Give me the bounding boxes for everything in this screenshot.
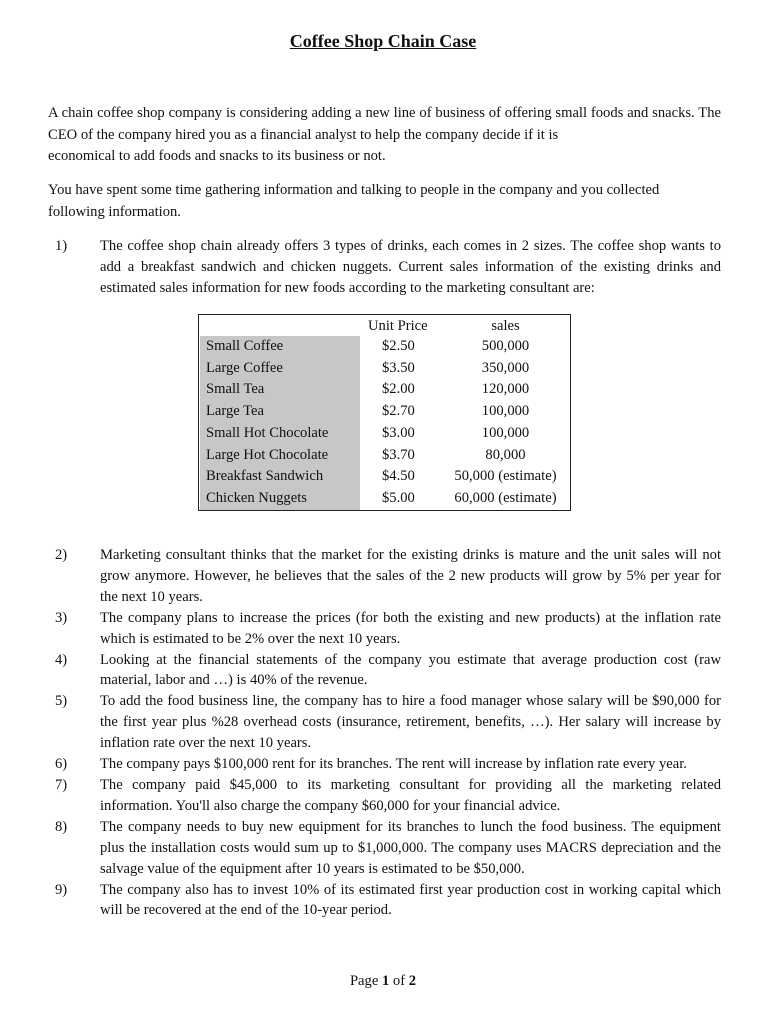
sales-value: 60,000 (estimate) (454, 489, 557, 506)
list-item (55, 754, 721, 775)
table-row (199, 447, 570, 469)
list-item-text: The company paid $45,000 to its marketing consultant for providing all the marketing related information. You'll also charge the company $60,000 for your financial advice. (100, 776, 721, 814)
list-item-text: The coffee shop chain already offers 3 types of drinks, each comes in 2 sizes. The coffee shop wants to add a breakfast sandwich and chicken nuggets. Current sales information of the existing drinks and estimated sales information for new foods according to the marketing consultant are: (100, 238, 721, 296)
page-title: Coffee Shop Chain Case (289, 31, 477, 51)
list-item-text: Looking at the financial statements of the company you estimate that average production cost (raw material, labor and …) is 40% of the revenue. (100, 651, 721, 689)
sales-value: 350,000 (481, 359, 530, 376)
table-row (199, 490, 570, 512)
list-item-text: The company also has to invest 10% of its estimated first year production cost in working capital which will be recovered at the end of the 10-year period. (100, 881, 721, 919)
list-item-number: 2) (55, 547, 68, 563)
intro-paragraph-1-text: A chain coffee shop company is considering adding a new line of business of offering small foods and snacks. The CEO of the company hired you as a financial analyst to help the company decide if it is (48, 105, 721, 143)
product-name: Small Coffee (206, 338, 284, 354)
list-item-number: 5) (55, 693, 68, 710)
unit-price: $2.00 (382, 381, 415, 398)
product-name: Small Tea (206, 381, 265, 398)
unit-price: $5.00 (382, 489, 415, 506)
list-item (55, 691, 721, 754)
product-name: Large Hot Chocolate (206, 446, 329, 463)
product-name: Small Hot Chocolate (206, 424, 329, 441)
list-item-number: 3) (55, 609, 68, 626)
list-item-text: To add the food business line, the company has to hire a food manager whose salary will be $90,000 for the first year plus %28 overhead costs (insurance, retirement, benefits, …). Her salary will increase by inflation rate over the next 10 years. (100, 693, 721, 752)
sales-table (198, 314, 571, 511)
list-item (55, 650, 721, 692)
list-item (55, 880, 721, 922)
list-item-number: 7) (55, 776, 68, 793)
page-footer (0, 973, 766, 990)
numbered-list-2 (55, 545, 721, 921)
intro-paragraph-1 (48, 103, 721, 168)
sales-value: 100,000 (481, 403, 530, 420)
unit-price: $3.00 (382, 424, 415, 441)
table-row (199, 381, 570, 403)
table-row (199, 468, 570, 490)
list-item (55, 817, 721, 880)
list-item-text: Marketing consultant thinks that the market for the existing drinks is mature and the unit sales will not grow anymore. However, he believes that the sales of the 2 new products will grow by 5% per year for the next 10 years. (100, 547, 721, 605)
table-header-sales: sales (491, 318, 520, 334)
sales-value: 500,000 (481, 338, 530, 354)
list-item-number: 4) (55, 651, 68, 668)
sales-value: 120,000 (481, 381, 530, 398)
list-item (55, 236, 721, 299)
table-row (199, 403, 570, 425)
footer-of-word: of (392, 973, 406, 989)
product-name: Large Tea (206, 403, 264, 420)
unit-price: $2.70 (382, 403, 415, 420)
table-row (199, 360, 570, 382)
table-row (199, 338, 570, 360)
intro-paragraph-1-last-line: economical to add foods and snacks to its business or not. (48, 148, 386, 164)
list-item-number: 6) (55, 756, 68, 773)
sales-value: 50,000 (estimate) (454, 468, 557, 485)
unit-price: $3.70 (382, 446, 415, 463)
product-name: Large Coffee (206, 359, 283, 376)
list-item-number: 8) (55, 818, 68, 835)
list-item-text: The company plans to increase the prices (for both the existing and new products) at the inflation rate which is estimated to be 2% over the next 10 years. (100, 609, 721, 647)
intro-paragraph-2-last-line: following information. (48, 203, 181, 220)
table-header-unit-price: Unit Price (368, 318, 428, 334)
list-item (55, 608, 721, 650)
list-item (55, 775, 721, 817)
unit-price: $3.50 (382, 359, 415, 376)
footer-page-word: Page (349, 973, 379, 989)
sales-value: 100,000 (481, 424, 530, 441)
intro-paragraph-2-text: You have spent some time gathering information and talking to people in the company and you collected (48, 182, 660, 198)
numbered-list-1 (55, 236, 721, 299)
intro-paragraph-2 (48, 180, 721, 223)
product-name: Chicken Nuggets (206, 489, 307, 506)
list-item (55, 545, 721, 608)
unit-price: $2.50 (382, 338, 415, 354)
list-item-text: The company needs to buy new equipment for its branches to lunch the food business. The equipment plus the installation costs would sum up to $1,000,000. The company uses MACRS depreciation and the salvage value of the equipment after 10 years is estimated to be $50,000. (100, 818, 721, 877)
list-item-text: The company pays $100,000 rent for its branches. The rent will increase by inflation rate every year. (100, 756, 687, 773)
sales-value: 80,000 (485, 446, 526, 463)
table-row (199, 425, 570, 447)
unit-price: $4.50 (382, 468, 415, 485)
footer-page-number: 1 (381, 973, 390, 989)
list-item-number: 9) (55, 881, 68, 898)
product-name: Breakfast Sandwich (206, 468, 324, 485)
footer-page-total: 2 (408, 973, 417, 989)
list-item-number: 1) (55, 238, 68, 254)
